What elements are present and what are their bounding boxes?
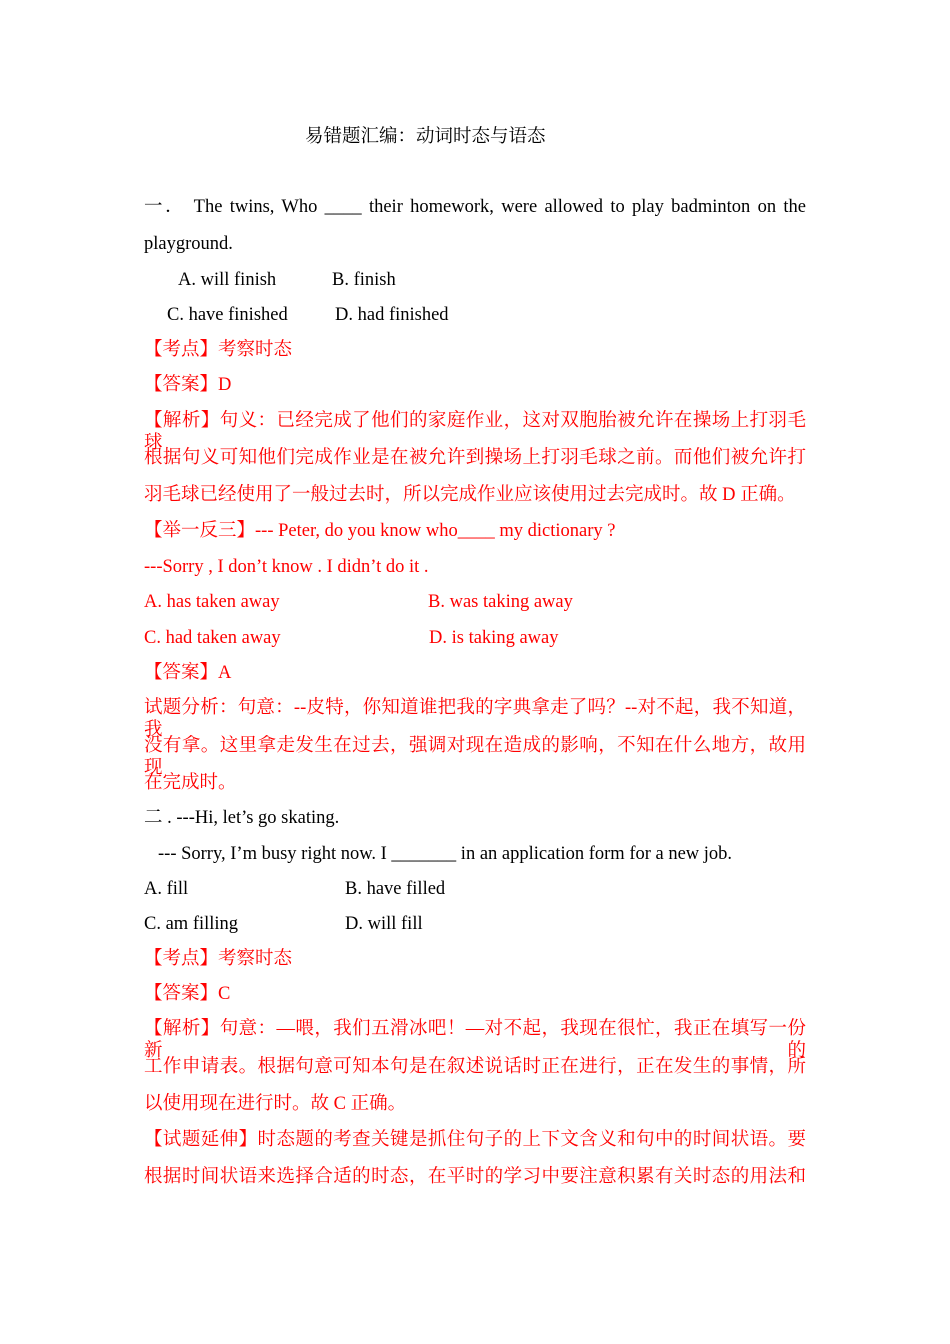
q2-stem-line2: --- Sorry, I’m busy right now. I _______ in an application form for a new job.: [158, 844, 733, 864]
practice-analysis-line1: 试题分析：句意：--皮特，你知道谁把我的字典拿走了吗？--对不起，我不知道，我: [144, 698, 806, 740]
q1-option-a: A. will finish: [178, 270, 277, 290]
practice-option-a: A. has taken away: [144, 592, 280, 612]
q1-option-d: D. had finished: [335, 305, 449, 325]
practice-analysis-line2: 没有拿。这里拿走发生在过去，强调对现在造成的影响，不知在什么地方，故用现: [144, 736, 806, 778]
q2-analysis-line3: 以使用现在进行时。故 C 正确。: [144, 1094, 407, 1114]
q1-option-b: B. finish: [332, 270, 396, 290]
q1-analysis-line1: 【解析】句义：已经完成了他们的家庭作业，这对双胞胎被允许在操场上打羽毛球: [144, 411, 806, 453]
q2-analysis-line1: 【解析】句意：—喂，我们五滑冰吧！—对不起，我现在很忙，我正在填写一份新的: [144, 1019, 806, 1061]
q1-analysis-line2: 根据句义可知他们完成作业是在被允许到操场上打羽毛球之前。而他们被允许打: [144, 448, 806, 468]
practice-stem-line1: 【举一反三】--- Peter, do you know who____ my dictionary ?: [144, 521, 616, 541]
q2-option-a: A. fill: [144, 879, 189, 899]
q1-analysis-line3: 羽毛球已经使用了一般过去时，所以完成作业应该使用过去完成时。故 D 正确。: [144, 485, 796, 505]
practice-analysis-line3: 在完成时。: [144, 773, 237, 793]
q2-extension-line2: 根据时间状语来选择合适的时态，在平时的学习中要注意积累有关时态的用法和: [144, 1167, 806, 1187]
q2-stem-line1: 二 . ---Hi, let’s go skating.: [144, 808, 340, 828]
q1-stem-line2: playground.: [144, 234, 233, 254]
q1-kaodian: 【考点】考察时态: [144, 340, 293, 360]
page-title: 易错题汇编：动词时态与语态: [305, 127, 546, 147]
q2-option-b: B. have filled: [345, 879, 446, 899]
q2-answer: 【答案】C: [144, 984, 231, 1004]
practice-option-d: D. is taking away: [429, 628, 559, 648]
q2-kaodian: 【考点】考察时态: [144, 949, 293, 969]
q1-option-c: C. have finished: [167, 305, 288, 325]
practice-stem-line2: ---Sorry , I don’t know . I didn’t do it .: [144, 557, 429, 577]
q2-analysis-line2: 工作申请表。根据句意可知本句是在叙述说话时正在进行，正在发生的事情，所: [144, 1057, 806, 1077]
q1-stem-line1: 一． The twins, Who ____ their homework, were allowed to play badminton on the: [144, 197, 806, 217]
q2-extension-line1: 【试题延伸】时态题的考查关键是抓住句子的上下文含义和句中的时间状语。要: [144, 1130, 806, 1150]
practice-option-b: B. was taking away: [428, 592, 573, 612]
q2-option-c: C. am filling: [144, 914, 239, 934]
practice-answer: 【答案】A: [144, 663, 232, 683]
q2-option-d: D. will fill: [345, 914, 423, 934]
q1-answer: 【答案】D: [144, 375, 232, 395]
practice-option-c: C. had taken away: [144, 628, 281, 648]
